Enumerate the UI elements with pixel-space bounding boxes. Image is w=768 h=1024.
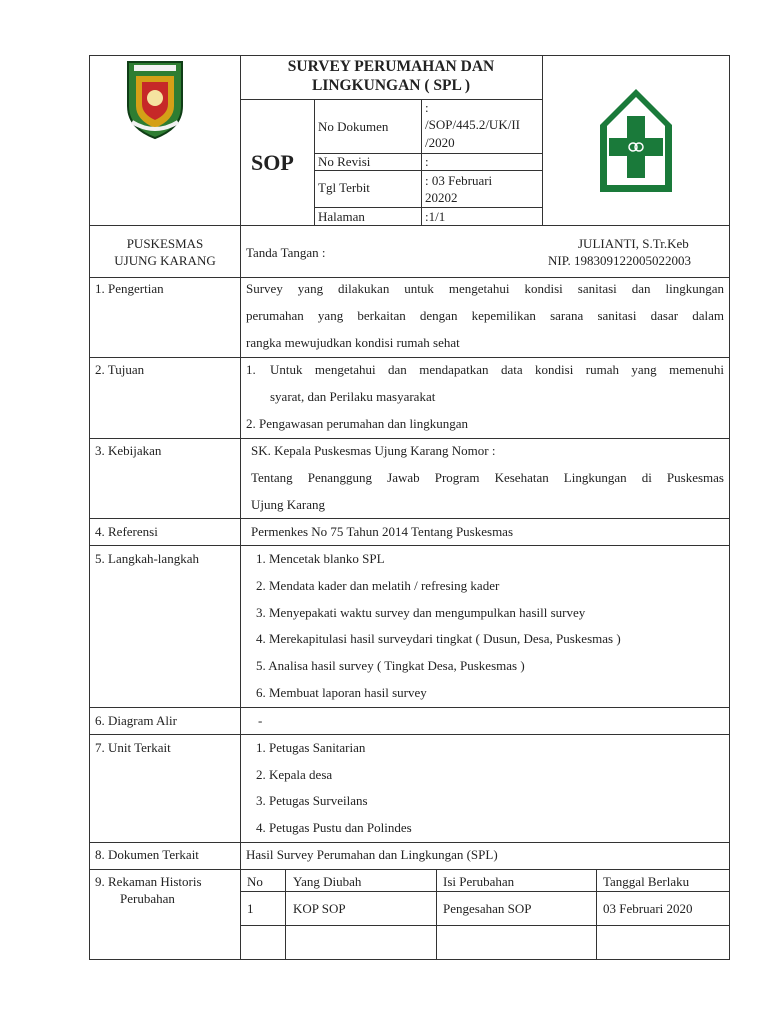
unit-item-2: 2. Kepala desa	[256, 767, 333, 782]
section-label-langkah: 5. Langkah-langkah	[95, 551, 199, 566]
puskesmas-name-line1: PUSKESMAS	[126, 236, 204, 251]
signature-label: Tanda Tangan :	[246, 245, 326, 260]
history-cell-no: 1	[247, 901, 254, 916]
tujuan-item2: 2. Pengawasan perumahan dan lingkungan	[246, 416, 469, 431]
field-value-no-revisi: :	[425, 154, 429, 169]
section-label-tujuan: 2. Tujuan	[95, 362, 145, 377]
history-col-isi-perubahan: Isi Perubahan	[443, 874, 515, 889]
section-label-pengertian: 1. Pengertian	[95, 281, 164, 296]
field-label-tgl-terbit: Tgl Terbit	[318, 180, 370, 195]
section-label-rekaman-line2: Perubahan	[120, 891, 175, 906]
tujuan-item1-line2: syarat, dan Perilaku masyarakat	[270, 389, 436, 404]
kebijakan-line3: Ujung Karang	[251, 497, 326, 512]
signer-nip: NIP. 198309122005022003	[548, 253, 692, 268]
unit-item-4: 4. Petugas Pustu dan Polindes	[256, 820, 412, 835]
kebijakan-line2: Tentang Penanggung Jawab Program Kesehatan Lingkungan di Puskesmas	[251, 470, 724, 485]
field-value-halaman: :1/1	[425, 209, 446, 224]
dokumen-text: Hasil Survey Perumahan dan Lingkungan (SPL)	[246, 847, 498, 862]
field-value-no-dokumen-line3: /2020	[425, 135, 455, 150]
history-col-no: No	[247, 874, 263, 889]
field-label-no-dokumen: No Dokumen	[318, 119, 389, 134]
unit-item-1: 1. Petugas Sanitarian	[256, 740, 366, 755]
tujuan-item1-line1: Untuk mengetahui dan mendapatkan data kondisi rumah yang memenuhi	[270, 362, 724, 377]
sop-label: SOP	[251, 150, 294, 175]
langkah-item-2: 2. Mendata kader dan melatih / refresing kader	[256, 578, 500, 593]
section-label-kebijakan: 3. Kebijakan	[95, 443, 162, 458]
kebijakan-line1: SK. Kepala Puskesmas Ujung Karang Nomor :	[251, 443, 496, 458]
signer-name: JULIANTI, S.Tr.Keb	[578, 236, 689, 251]
field-label-no-revisi: No Revisi	[318, 154, 371, 169]
field-value-tgl-terbit-line2: 20202	[425, 190, 458, 205]
section-label-referensi: 4. Referensi	[95, 524, 158, 539]
document-title-line1: SURVEY PERUMAHAN DAN	[287, 58, 495, 75]
langkah-item-6: 6. Membuat laporan hasil survey	[256, 685, 427, 700]
pengertian-line1: Survey yang dilakukan untuk mengetahui kondisi sanitasi dan lingkungan	[246, 281, 724, 296]
section-label-rekaman-line1: 9. Rekaman Historis	[95, 874, 202, 889]
pengertian-line2: perumahan yang berkaitan dengan kepemilikan sarana sanitasi dasar dalam	[246, 308, 724, 323]
history-cell-yang-diubah: KOP SOP	[293, 901, 346, 916]
regional-emblem-icon	[124, 56, 186, 140]
langkah-item-5: 5. Analisa hasil survey ( Tingkat Desa, Puskesmas )	[256, 658, 525, 673]
section-label-diagram: 6. Diagram Alir	[95, 713, 177, 728]
referensi-text: Permenkes No 75 Tahun 2014 Tentang Puskesmas	[251, 524, 514, 539]
history-col-tanggal: Tanggal Berlaku	[603, 874, 690, 889]
unit-item-3: 3. Petugas Surveilans	[256, 793, 368, 808]
tujuan-item1-number: 1.	[246, 362, 256, 377]
puskesmas-logo-icon	[597, 86, 675, 196]
langkah-item-3: 3. Menyepakati waktu survey dan mengumpulkan hasill survey	[256, 605, 586, 620]
history-cell-tanggal: 03 Februari 2020	[603, 901, 693, 916]
field-value-no-dokumen-line2: /SOP/445.2/UK/II	[425, 117, 520, 132]
pengertian-line3: rangka mewujudkan kondisi rumah sehat	[246, 335, 460, 350]
langkah-item-1: 1. Mencetak blanko SPL	[256, 551, 385, 566]
diagram-text: -	[258, 713, 263, 728]
history-cell-isi-perubahan: Pengesahan SOP	[443, 901, 532, 916]
section-label-dokumen: 8. Dokumen Terkait	[95, 847, 199, 862]
puskesmas-name-line2: UJUNG KARANG	[114, 253, 216, 268]
document-title-line2: LINGKUNGAN ( SPL )	[311, 77, 471, 94]
section-label-unit: 7. Unit Terkait	[95, 740, 171, 755]
field-value-tgl-terbit-line1: : 03 Februari	[425, 173, 493, 188]
field-value-no-dokumen-line1: :	[425, 100, 429, 115]
langkah-item-4: 4. Merekapitulasi hasil surveydari tingkat ( Dusun, Desa, Puskesmas )	[256, 631, 621, 646]
history-col-yang-diubah: Yang Diubah	[293, 874, 362, 889]
field-label-halaman: Halaman	[318, 209, 365, 224]
